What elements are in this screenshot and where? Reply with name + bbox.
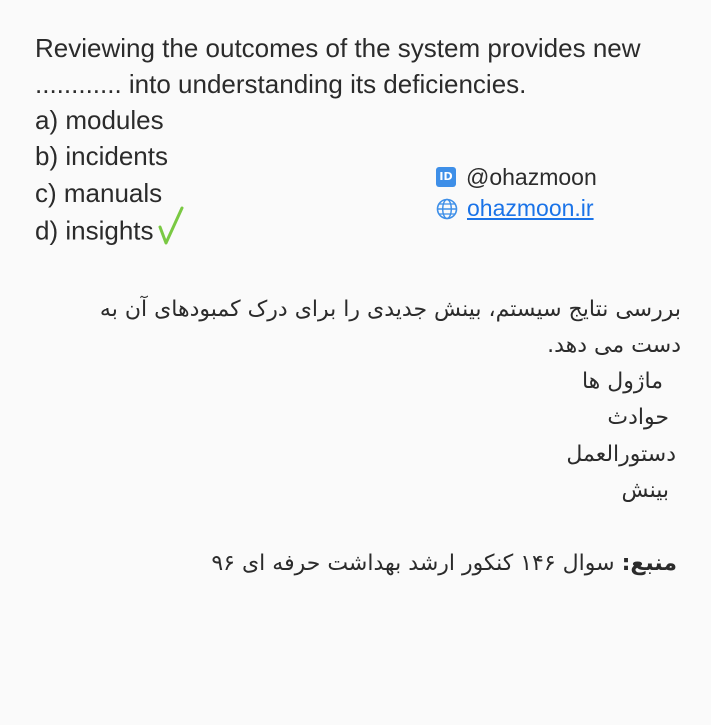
website-link[interactable]: ohazmoon.ir (467, 195, 594, 221)
option-d (35, 211, 184, 254)
social-handle: @ohazmoon (466, 164, 597, 190)
source-label: منبع: (621, 551, 677, 576)
source-text: سوال ۱۴۶ کنکور ارشد بهداشت حرفه ای ۹۶ (211, 551, 622, 576)
id-badge-icon: ID (436, 167, 456, 187)
option-d-label: d) insights (35, 215, 154, 246)
source-line (211, 546, 677, 582)
social-website-row[interactable] (436, 193, 594, 223)
option-a: a) modules (35, 105, 164, 135)
persian-option-d: بینش (621, 478, 669, 503)
persian-option-b: حوادث (607, 405, 669, 430)
persian-question-line-1: بررسی نتایج سیستم، بینش جدیدی را برای درک کمبودهای آن به (99, 297, 681, 322)
option-b: b) incidents (35, 141, 168, 171)
check-mark-icon (158, 205, 184, 254)
persian-question-line-2: دست می دهد. (547, 333, 681, 358)
option-c: c) manuals (35, 178, 163, 208)
globe-icon (436, 197, 458, 219)
persian-option-c: دستورالعمل (566, 442, 676, 467)
question-line-2: ............ into understanding its deficiencies. (35, 69, 527, 99)
question-line-1: Reviewing the outcomes of the system provides new (35, 33, 641, 63)
persian-option-a: ماژول ها (581, 369, 663, 394)
social-handle-row (436, 162, 597, 192)
